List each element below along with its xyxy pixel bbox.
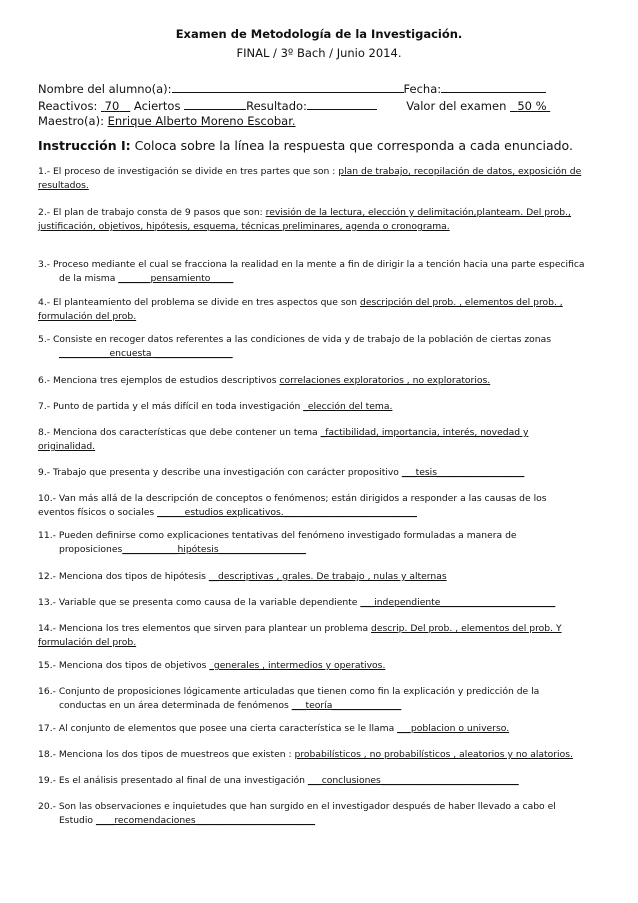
- answer-2-cont: justificación, objetivos, hipótesis, esquema, técnicas preliminares, agenda o cronograma.: [38, 221, 450, 232]
- page-subtitle: FINAL / 3º Bach / Junio 2014.: [236, 46, 402, 60]
- reactivos-value: 70: [104, 99, 120, 113]
- answer-15: _generales , intermedios y operativos.: [209, 660, 386, 671]
- valor-value: 50 %: [517, 99, 547, 113]
- answer-6: correlaciones exploratorios , no exploratorios.: [279, 375, 491, 386]
- valor-label: Valor del examen: [406, 99, 507, 113]
- instruction-label: Instrucción I:: [38, 138, 131, 153]
- fecha-field[interactable]: [441, 80, 546, 93]
- answer-20: ____recomendaciones__________________________: [95, 815, 316, 826]
- question-16: 16.- Conjunto de proposiciones lógicamente articuladas que tienen como fin la explicación y predicción de la conductas en un área determinada de fenómenos ___teoría_______________: [38, 686, 540, 711]
- answer-16: ___teoría_______________: [291, 700, 402, 711]
- answer-8-cont: originalidad.: [38, 441, 96, 452]
- answer-11: ____________hipótesis___________________: [122, 544, 306, 555]
- answer-17: ___poblacion o universo.: [397, 723, 510, 734]
- question-5: 5.- Consiste en recoger datos referentes a las condiciones de vida y de trabajo de la población de ciertas zonas ___________encuesta _________________: [38, 334, 551, 359]
- fecha-label: Fecha:: [403, 82, 442, 96]
- maestro-value: Enrique Alberto Moreno Escobar.: [107, 114, 296, 128]
- answer-3: _______pensamiento_____: [118, 273, 234, 284]
- answer-19: ___conclusiones______________________________: [307, 775, 519, 786]
- reactivos-label: Reactivos:: [38, 99, 98, 113]
- question-17: 17.- Al conjunto de elementos que posee una cierta característica se le llama ___poblacion o universo.: [38, 723, 510, 734]
- question-6: 6.- Menciona tres ejemplos de estudios descriptivos correlaciones exploratorios , no exploratorios.: [38, 375, 491, 386]
- question-10: 10.- Van más allá de la descripción de conceptos o fenómenos; están dirigidos a responder a las causas de los eventos físicos o sociales ______estudios explicativos._____________________________: [38, 493, 547, 518]
- question-7: 7.- Punto de partida y el más difícil en toda investigación _elección del tema.: [38, 401, 393, 412]
- question-2: 2.- El plan de trabajo consta de 9 pasos que son: revisión de la lectura, elección y delimitación,planteam. Del prob., justificación, objetivos, hipótesis, esquema, técnicas preliminares, agenda o cronograma.: [38, 207, 571, 232]
- question-8: 8.- Menciona dos características que debe contener un tema _factibilidad, importancia, interés, novedad y originalidad.: [38, 427, 529, 452]
- question-9: 9.- Trabajo que presenta y describe una investigación con carácter propositivo ___tesis___________________: [38, 467, 525, 478]
- answer-7: _elección del tema.: [303, 401, 393, 412]
- header-row-name: [38, 80, 546, 96]
- nombre-label: Nombre del alumno(a):: [38, 82, 172, 96]
- answer-4-cont: formulación del prob.: [38, 311, 137, 322]
- instruction: [38, 138, 573, 154]
- question-4: 4.- El planteamiento del problema se divide en tres aspectos que son descripción del prob. , elementos del prob. , formulación del prob.: [38, 297, 563, 322]
- instruction-text: Coloca sobre la línea la respuesta que corresponda a cada enunciado.: [134, 138, 573, 153]
- aciertos-field[interactable]: [184, 97, 246, 110]
- answer-14-cont: formulación del prob.: [38, 637, 137, 648]
- header-row-maestro: [38, 114, 296, 128]
- question-20: 20.- Son las observaciones e inquietudes que han surgido en el investigador después de haber llevado a cabo el Estudio ____recomendaciones__________________________: [38, 801, 556, 826]
- resultado-label: Resultado:: [246, 99, 307, 113]
- resultado-field[interactable]: [307, 97, 377, 110]
- question-15: 15.- Menciona dos tipos de objetivos _generales , intermedios y operativos.: [38, 660, 386, 671]
- header-row-reactivos: [38, 97, 550, 113]
- question-14: 14.- Menciona los tres elementos que sirven para plantear un problema descrip. Del prob. , elementos del prob. Y formulación del prob.: [38, 623, 562, 648]
- answer-1-cont: resultados.: [38, 180, 89, 191]
- answer-12: __descriptivas , grales. De trabajo , nulas y alternas: [208, 571, 447, 582]
- question-1: 1.- El proceso de investigación se divide en tres partes que son : plan de trabajo, recopilación de datos, exposición de resultados.: [38, 166, 582, 191]
- answer-4: descripción del prob. , elementos del prob. ,: [359, 297, 563, 308]
- maestro-label: Maestro(a):: [38, 114, 104, 128]
- nombre-field[interactable]: [172, 80, 404, 93]
- question-13: 13.- Variable que se presenta como causa de la variable dependiente ___independiente_________________________: [38, 597, 556, 608]
- answer-2: revisión de la lectura, elección y delimitación,planteam. Del prob.,: [265, 207, 571, 218]
- answer-18: probabilísticos , no probabilísticos , aleatorios y no alatorios.: [294, 749, 573, 760]
- answer-14: descrip. Del prob. , elementos del prob. Y: [371, 623, 562, 634]
- question-18: 18.- Menciona los dos tipos de muestreos que existen : probabilísticos , no probabilísticos , aleatorios y no alatorios.: [38, 749, 573, 760]
- answer-10: ______estudios explicativos._____________________________: [157, 507, 417, 518]
- answer-1: plan de trabajo, recopilación de datos, exposición de: [338, 166, 582, 177]
- page-title: Examen de Metodología de la Investigación.: [175, 27, 463, 41]
- answer-8: _factibilidad, importancia, interés, novedad y: [320, 427, 529, 438]
- answer-13: ___independiente_________________________: [360, 597, 556, 608]
- question-19: 19.- Es el análisis presentado al final de una investigación ___conclusiones______________________________: [38, 775, 519, 786]
- answer-9: ___tesis___________________: [401, 467, 525, 478]
- question-3: 3.- Proceso mediante el cual se fracciona la realidad en la mente a fin de dirigir la a tención hacia una parte especifica de la misma _______pensamiento_____: [38, 259, 585, 284]
- aciertos-label: Aciertos: [133, 99, 181, 113]
- answer-5: ___________encuesta _________________: [59, 348, 233, 359]
- question-11: 11.- Pueden definirse como explicaciones tentativas del fenómeno investigado formuladas a manera de proposiciones____________hipótesis___________________: [38, 530, 517, 555]
- question-12: 12.- Menciona dos tipos de hipótesis __descriptivas , grales. De trabajo , nulas y alternas: [38, 571, 447, 582]
